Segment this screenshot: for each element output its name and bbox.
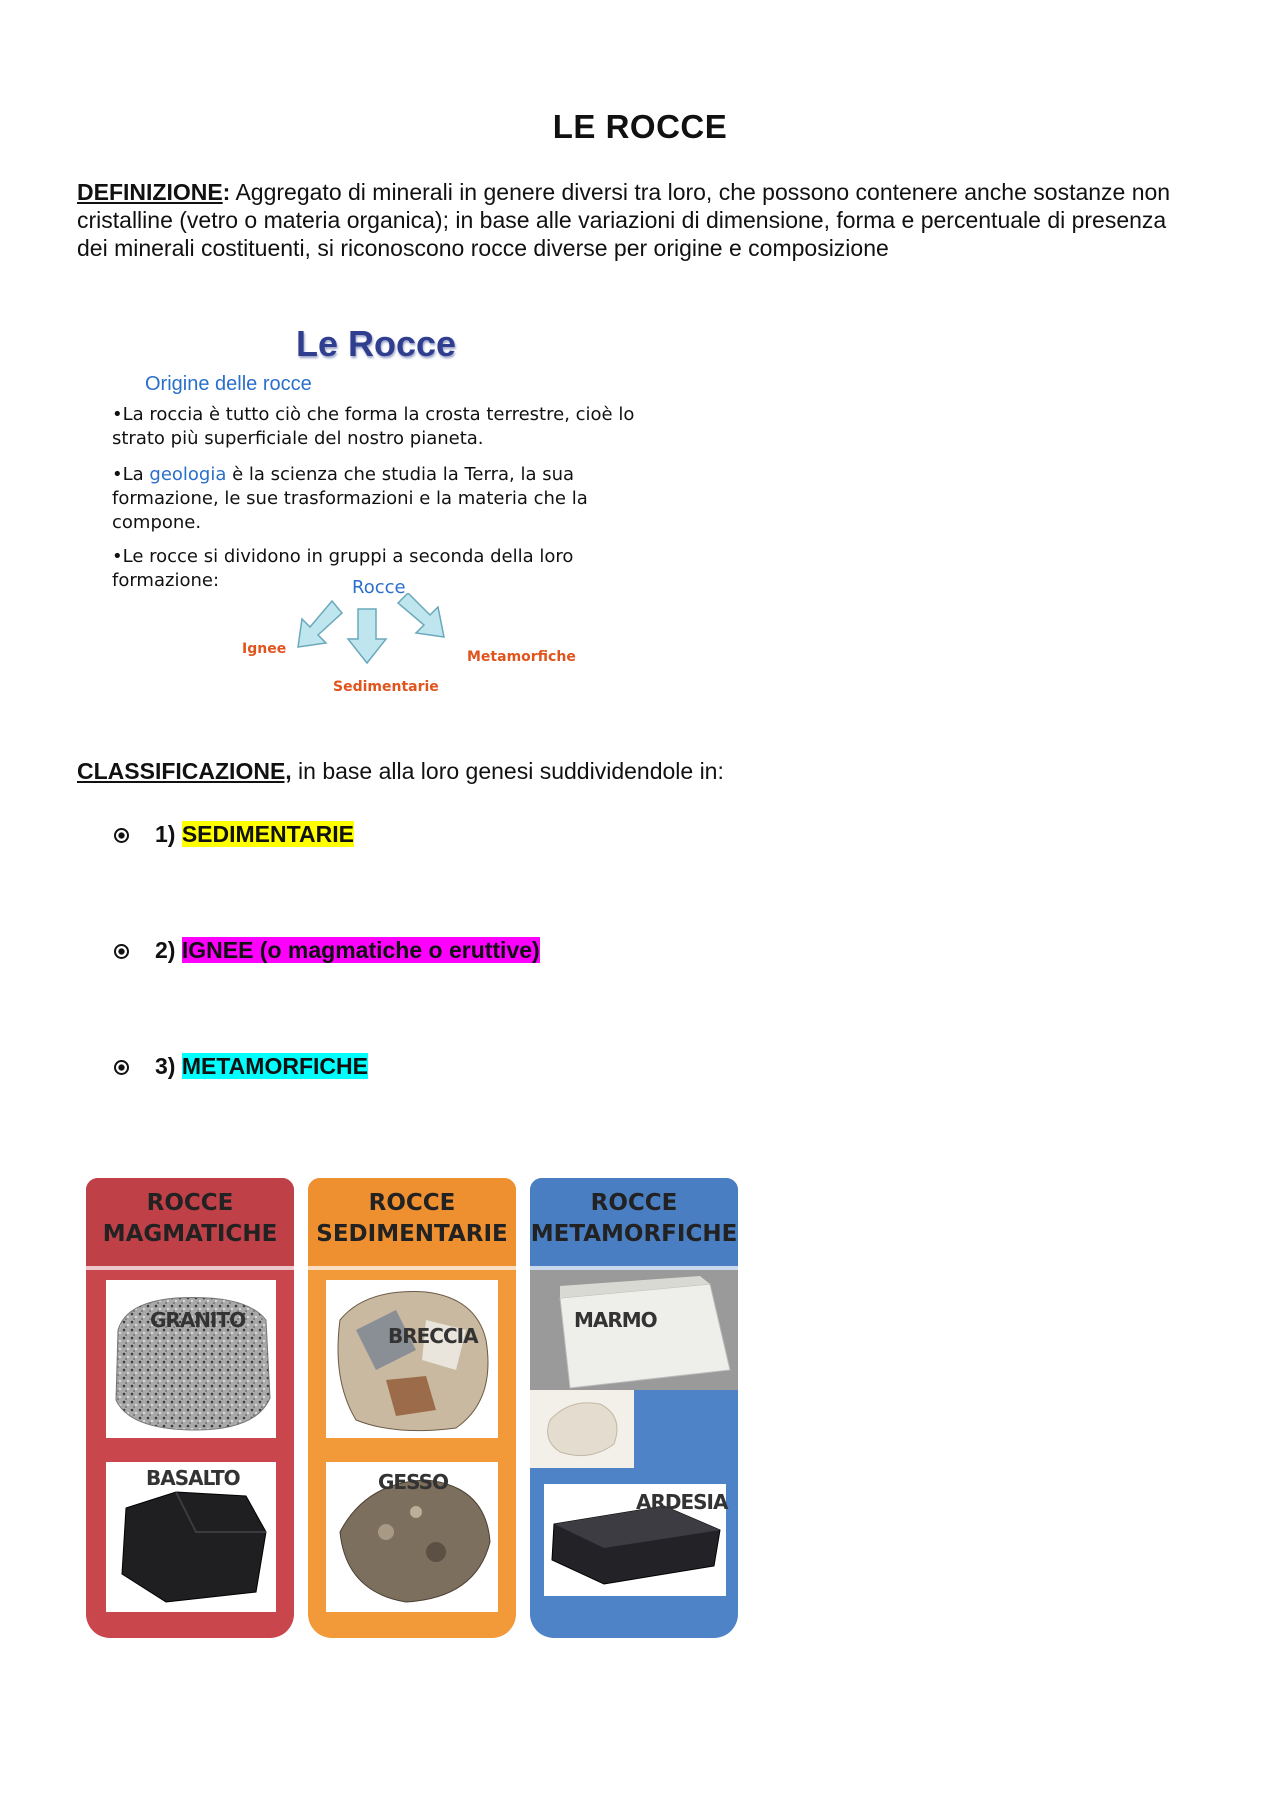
le-rocce-slide-image [100, 315, 660, 705]
marble-sample-icon [530, 1390, 634, 1468]
panel-header-line-1: ROCCE [146, 1190, 234, 1216]
panel-header-line-2: SEDIMENTARIE [316, 1221, 508, 1247]
diagram-arrows [280, 593, 460, 671]
basalt-photo [106, 1462, 276, 1612]
slide-subtitle: Origine delle rocce [145, 373, 312, 395]
panel-header-line-2: METAMORFICHE [530, 1221, 738, 1247]
list-item-name: IGNEE (o magmatiche o eruttive) [181, 937, 540, 963]
slate-photo [544, 1484, 726, 1596]
marble-sample-photo [530, 1390, 634, 1468]
diagram-label-sedimentarie: Sedimentarie [333, 679, 439, 695]
list-item-name: METAMORFICHE [181, 1053, 368, 1079]
slide-point-1: •La roccia è tutto ciò che forma la crosta terrestre, cioè lo strato più superficiale del nostro pianeta. [112, 404, 635, 449]
breccia-photo [326, 1280, 498, 1438]
bullet-icon [114, 828, 129, 843]
definition-paragraph [77, 178, 1187, 262]
diagram-label-metamorfiche: Metamorfiche [467, 649, 576, 665]
breccia-rock-icon [326, 1280, 498, 1438]
gesso-photo [326, 1462, 498, 1612]
slide-point-2-highlight: geologia [149, 464, 227, 485]
panel-magmatiche [86, 1178, 294, 1638]
panel-header [86, 1178, 294, 1270]
definition-text: Aggregato di minerali in genere diversi tra loro, che possono contenere anche sostanze non cristalline (vetro o materia organica); in base alle variazioni di dimensione, forma e percentuale di presenza dei minerali costituenti, si riconoscono rocce diverse per origine e composizione [77, 179, 1171, 261]
arrow-left-icon [298, 601, 342, 647]
panel-header-line-1: ROCCE [368, 1190, 456, 1216]
list-item-number: 2) [155, 937, 182, 963]
slide-point-2 [112, 463, 622, 535]
marble-photo [530, 1270, 738, 1390]
granite-rock-icon [106, 1280, 276, 1438]
definition-label: DEFINIZIONE [77, 179, 223, 205]
list-item-number: 3) [155, 1053, 182, 1079]
granite-photo [106, 1280, 276, 1438]
rock-label-marmo: MARMO [574, 1308, 657, 1332]
bullet-icon [114, 944, 129, 959]
slide-point-2-pre: •La [112, 464, 150, 485]
panel-header [530, 1178, 738, 1270]
slide-title: Le Rocce [296, 323, 457, 364]
slide-point-3: •Le rocce si dividono in gruppi a seconda della loro formazione: [112, 546, 574, 591]
list-item-number: 1) [155, 821, 182, 847]
classification-label: CLASSIFICAZIONE, [77, 758, 292, 784]
rock-types-infographic [86, 1178, 742, 1638]
rock-label-granito: GRANITO [150, 1308, 246, 1332]
panel-header-line-2: MAGMATICHE [102, 1221, 278, 1247]
panel-header [308, 1178, 516, 1270]
arrow-down-icon [348, 609, 386, 663]
diagram-root-label: Rocce [352, 577, 406, 598]
list-item-name: SEDIMENTARIE [181, 821, 354, 847]
classification-text: in base alla loro genesi suddividendole in: [291, 758, 724, 784]
rock-label-basalto: BASALTO [146, 1466, 240, 1490]
rock-label-gesso: GESSO [378, 1470, 448, 1494]
panel-metamorfiche [530, 1178, 738, 1638]
slide-point-2-post: è la scienza che studia la Terra, la sua formazione, le sue trasformazioni e la materia che la compone. [112, 464, 588, 533]
definition-colon: : [222, 179, 231, 205]
bullet-icon [114, 1060, 129, 1075]
diagram-label-ignee: Ignee [242, 641, 287, 657]
page-title: LE ROCCE [552, 108, 728, 145]
rock-label-breccia: BRECCIA [388, 1324, 478, 1348]
classification-heading [77, 758, 724, 785]
panel-header-line-1: ROCCE [590, 1190, 678, 1216]
arrow-right-icon [398, 593, 444, 637]
rock-label-ardesia: ARDESIA [636, 1490, 728, 1514]
panel-sedimentarie [308, 1178, 516, 1638]
